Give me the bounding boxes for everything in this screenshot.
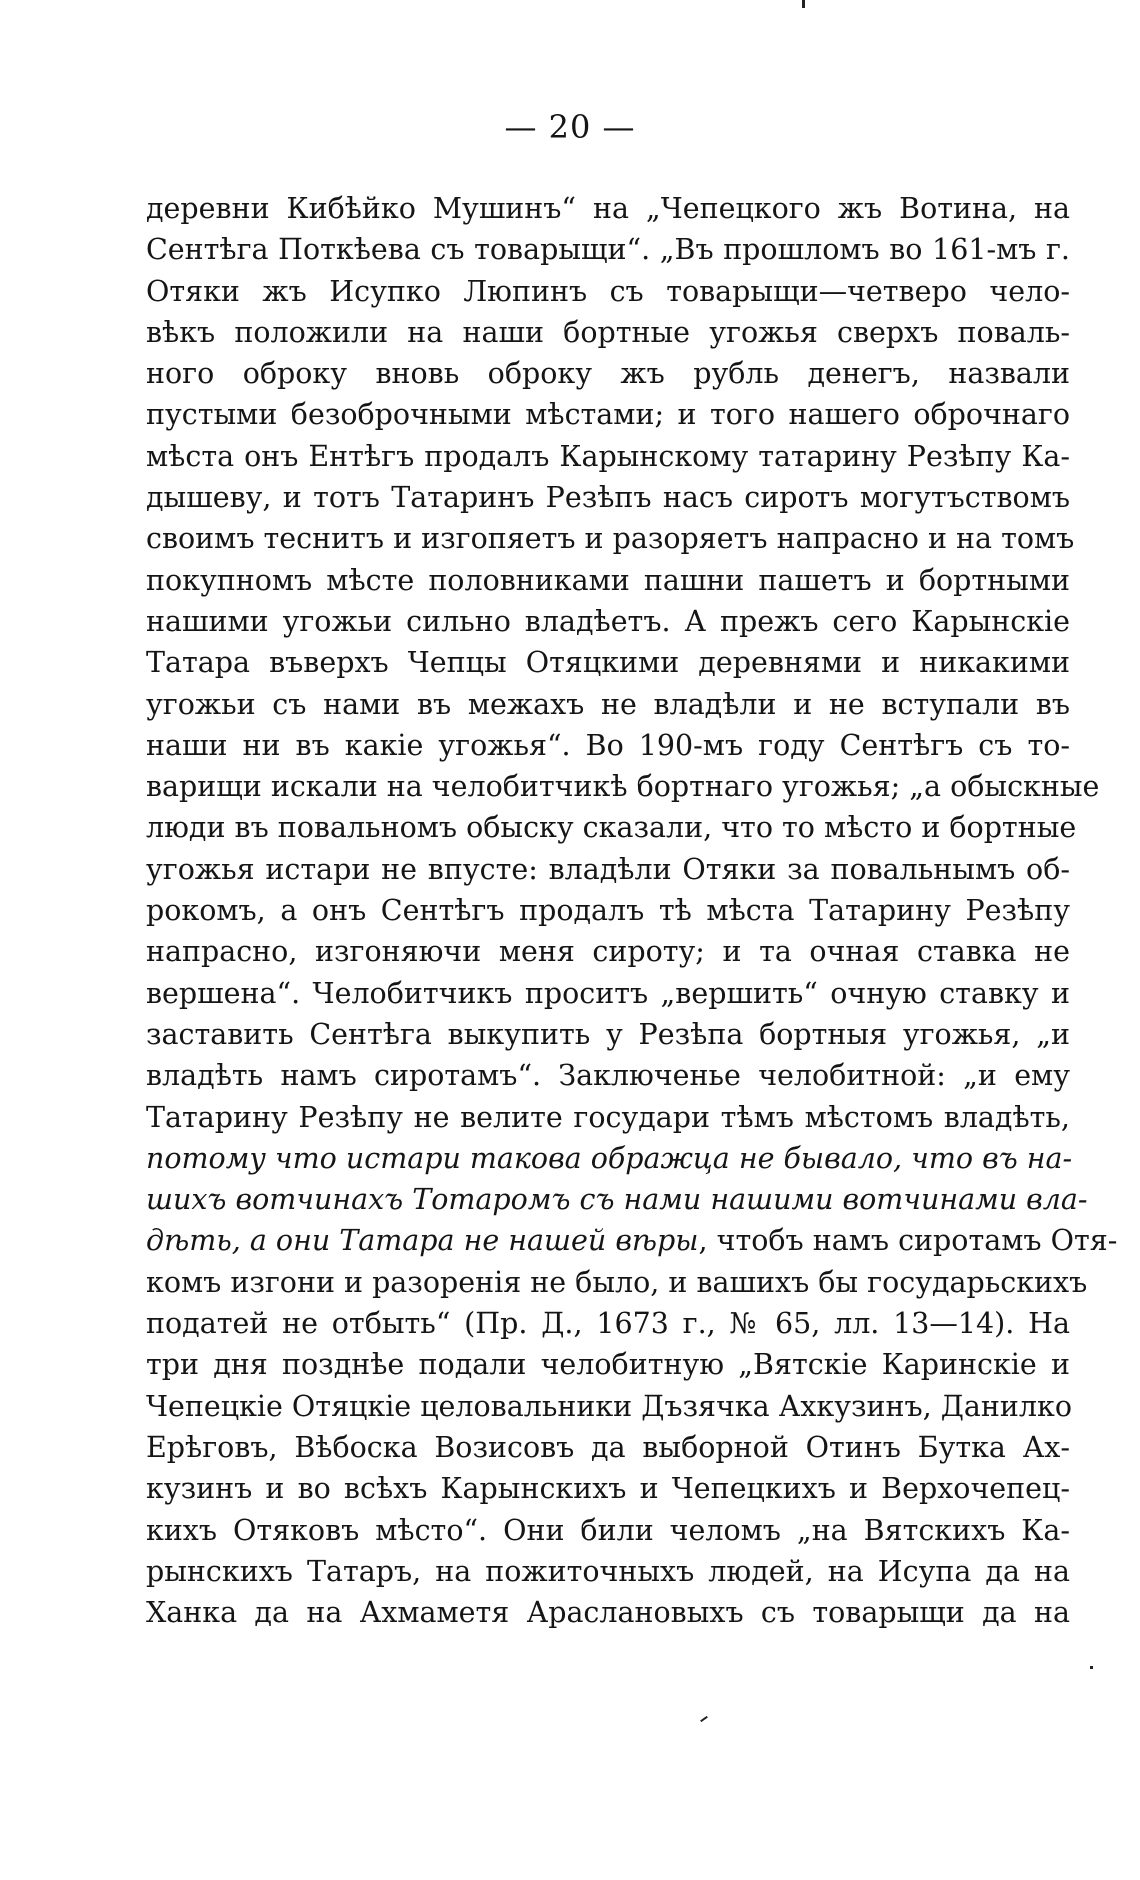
text-line (146, 807, 1077, 848)
text-segment: три дня позднѣе подали челобитную „Вятскіе Каринскіе и (146, 1348, 1070, 1382)
text-line (146, 1551, 1070, 1592)
text-segment: Ханка да на Ахмаметя Арасланoвыхъ съ товарыщи да на (146, 1596, 1070, 1630)
text-line (146, 1097, 1070, 1138)
text-segment: комъ изгони и разоренія не было, и вашихъ бы государьскихъ (146, 1265, 1088, 1299)
text-segment: Татарину Резѣпу не велите государи тѣмъ мѣстомъ владѣть, (146, 1100, 1070, 1134)
text-line (146, 1179, 1088, 1220)
scan-speck (700, 1716, 708, 1722)
text-segment: вѣкъ положили на наши бортные угожья сверхъ поваль- (146, 315, 1070, 349)
text-segment: рокомъ, а онъ Сентѣгъ продалъ тѣ мѣста Татарину Резѣпу (146, 894, 1070, 928)
text-line (146, 436, 1070, 477)
text-line (146, 684, 1070, 725)
text-segment: рынскихъ Татаръ, на пожиточныхъ людей, на Исупа да на (146, 1554, 1070, 1588)
text-line (146, 1427, 1070, 1468)
text-segment: мѣста онъ Ентѣгъ продалъ Карынскому татарину Резѣпу Ка- (146, 439, 1070, 473)
text-segment: Сентѣга Поткѣева съ товарыщи“. „Въ прошломъ во 161-мъ г. (146, 233, 1070, 267)
text-line (146, 766, 1100, 807)
text-line (146, 1014, 1070, 1055)
text-line (146, 353, 1070, 394)
text-line (146, 518, 1075, 559)
text-line (146, 229, 1070, 270)
text-line (146, 1592, 1070, 1633)
text-segment: податей не отбыть“ (Пр. Д., 1673 г., № 65, лл. 13—14). На (146, 1307, 1070, 1341)
text-segment: напрасно, изгоняючи меня сироту; и та очная ставка не (146, 935, 1070, 969)
text-segment: Отяки жъ Исупко Люпинъ съ товарыщи—четверо чело- (146, 274, 1070, 308)
text-line (146, 312, 1070, 353)
text-segment: Татара въверхъ Чепцы Отяцкими деревнями и никакими (146, 646, 1070, 680)
text-line (146, 973, 1070, 1014)
text-line (146, 271, 1070, 312)
text-segment: , чтобъ намъ сиротамъ Отя- (698, 1224, 1118, 1258)
text-segment: пустыми безоброчными мѣстами; и того нашего оброчнаго (146, 398, 1070, 432)
text-line (146, 1510, 1070, 1551)
text-segment: владѣть намъ сиротамъ“. Заключенье челобитной: „и ему (146, 1059, 1070, 1093)
text-line (146, 725, 1070, 766)
text-segment: своимъ теснитъ и изгопяетъ и разоряетъ напрасно и на томъ (146, 522, 1075, 556)
text-segment: вершена“. Челобитчикъ проситъ „вершить“ очную ставку и (146, 976, 1070, 1010)
text-line (146, 931, 1070, 972)
italic-quote-segment: шихъ вотчинахъ Тотаромъ съ нами нашими вотчинами вла- (146, 1183, 1088, 1217)
text-segment: угожьи съ нами въ межахъ не владѣли и не вступали въ (146, 687, 1070, 721)
text-segment: дышеву, и тотъ Татаринъ Резѣпъ насъ сиротъ могутъствомъ (146, 481, 1070, 515)
text-segment: кихъ Отяковъ мѣсто“. Они били челомъ „на Вятскихъ Ка- (146, 1513, 1070, 1547)
text-line (146, 1468, 1070, 1509)
text-segment: заставить Сентѣга выкупить у Резѣпа бортныя угожья, „и (146, 1017, 1070, 1051)
text-line (146, 1386, 1070, 1427)
text-segment: Ерѣговъ, Вѣбоска Возисовъ да выборной Отинъ Бутка Ах- (146, 1430, 1070, 1464)
text-line (146, 1303, 1070, 1344)
italic-quote-segment: потому что истари такова ображца не бывало, что въ на- (146, 1141, 1073, 1175)
text-line (146, 849, 1070, 890)
text-line (146, 1220, 1118, 1261)
text-line (146, 394, 1070, 435)
text-segment: наши ни въ какіе угожья“. Во 190-мъ году Сентѣгъ съ то- (146, 728, 1070, 762)
scan-speck (802, 0, 805, 8)
text-line (146, 560, 1070, 601)
text-segment: люди въ повальномъ обыску сказали, что то мѣсто и бортные (146, 811, 1077, 845)
text-segment: варищи искали на челобитчикѣ бортнаго угожья; „а обыскные (146, 770, 1100, 804)
text-line (146, 1055, 1070, 1096)
scan-speck (1090, 1666, 1093, 1669)
body-text (146, 188, 1118, 1633)
text-segment: Чепецкіе Отяцкіе целовальники Дъзячка Ахкузинъ, Данилко (146, 1389, 1072, 1423)
text-segment: деревни Кибѣйко Мушинъ“ на „Чепецкого жъ Вотина, на (146, 192, 1070, 225)
text-line (146, 188, 1070, 229)
text-segment: покупномъ мѣсте половниками пашни пашетъ и бортными (146, 563, 1070, 597)
page-number: — 20 — (504, 108, 636, 146)
text-line (146, 642, 1070, 683)
text-segment: кузинъ и во всѣхъ Карынскихъ и Чепецкихъ и Верхочепец- (146, 1472, 1070, 1506)
text-segment: ного оброку вновь оброку жъ рубль денегъ, назвали (146, 357, 1070, 391)
italic-quote-segment: дѣть, а они Татара не нашей вѣры (146, 1224, 699, 1258)
text-line (146, 1138, 1073, 1179)
text-line (146, 477, 1070, 518)
text-segment: угожья истари не впусте: владѣли Отяки за повальнымъ об- (146, 852, 1070, 886)
text-line (146, 601, 1070, 642)
text-line (146, 890, 1070, 931)
text-line (146, 1262, 1088, 1303)
text-line (146, 1344, 1070, 1385)
text-segment: нашими угожьи сильно владѣетъ. А прежъ сего Карынскіе (146, 604, 1070, 638)
